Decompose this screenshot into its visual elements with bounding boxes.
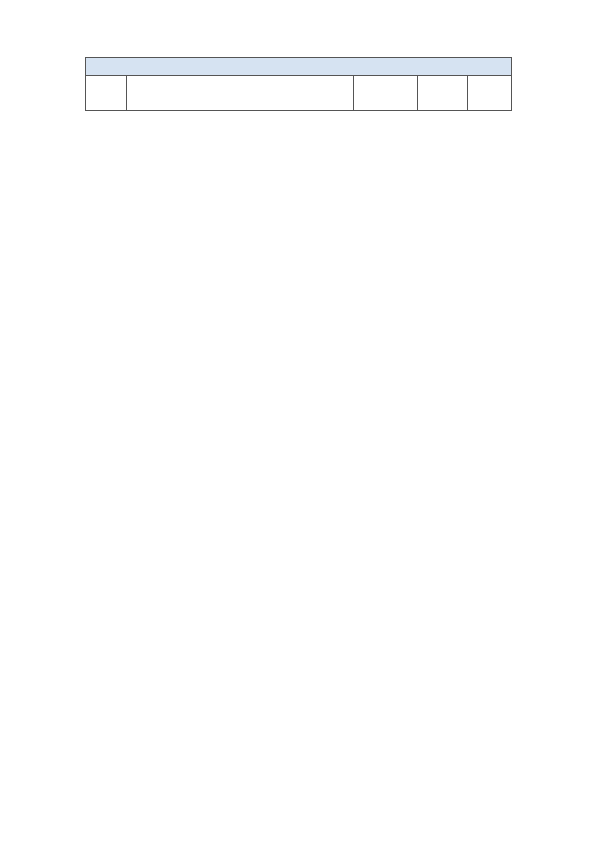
section-title <box>86 58 512 76</box>
header-dance <box>354 76 418 111</box>
competition-table <box>85 57 512 111</box>
header-name <box>127 76 354 111</box>
section-title-row <box>86 58 512 76</box>
header-fee <box>468 76 512 111</box>
table-header-row <box>86 76 512 111</box>
header-code <box>86 76 127 111</box>
header-format <box>418 76 468 111</box>
modern-section <box>86 58 512 111</box>
